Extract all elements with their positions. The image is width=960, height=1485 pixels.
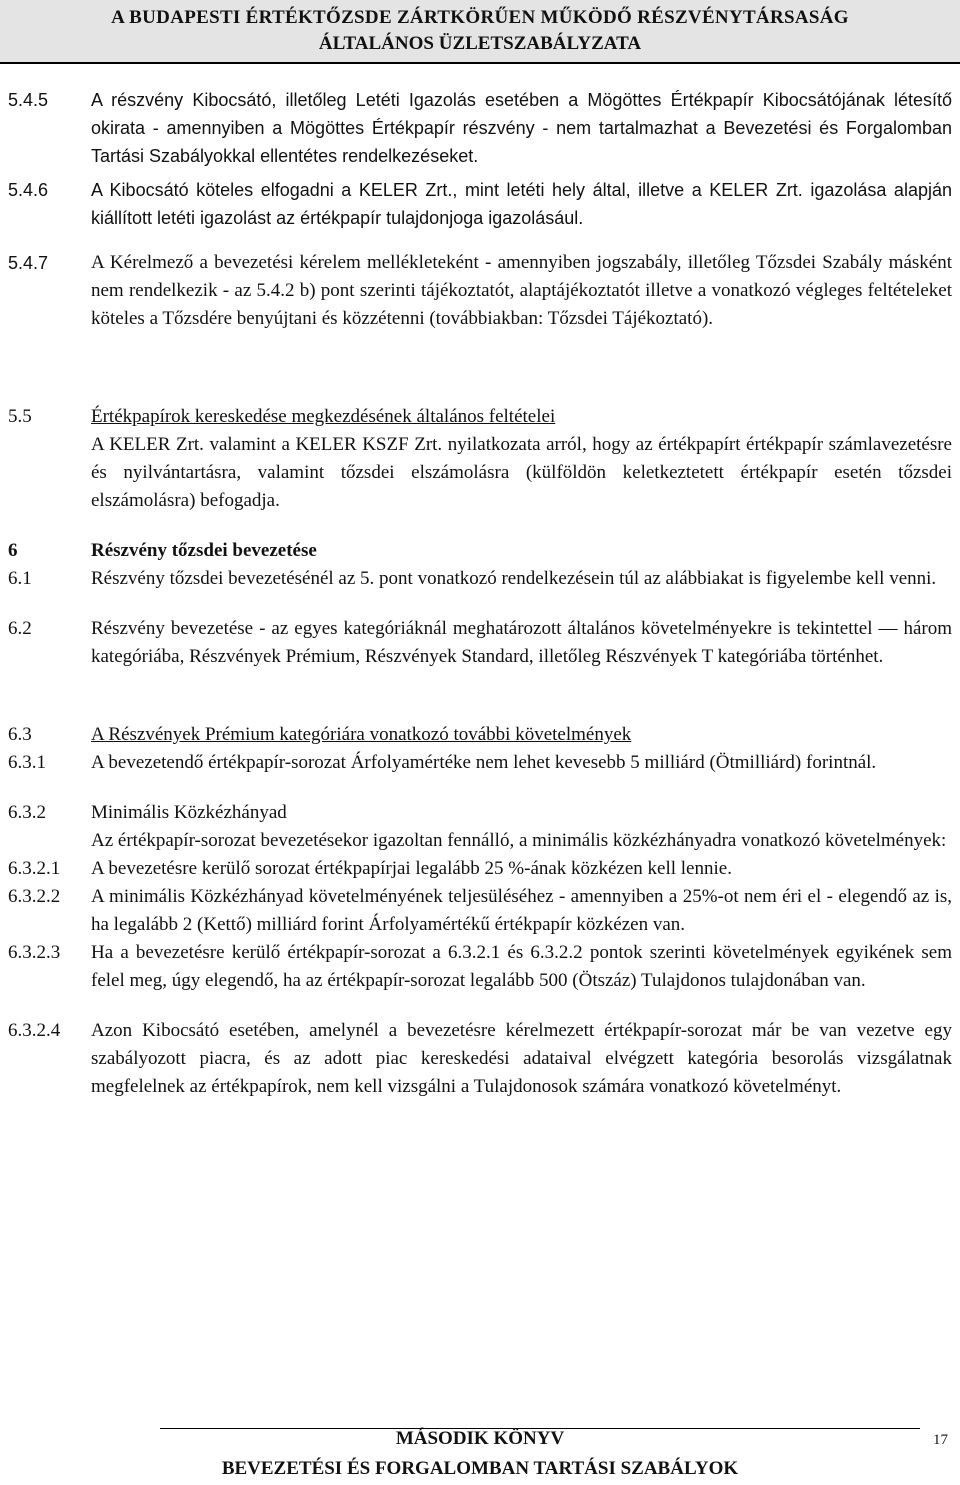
section-6-3-2-1 xyxy=(0,855,960,883)
section-text: Részvény bevezetése - az egyes kategóriáknál meghatározott általános követelményekre is tekintettel — három kategóriába, Részvények Prémium, Részvények Standard, illetőleg Részvények T kategóriába történhet. xyxy=(91,618,952,667)
header-line-1: A BUDAPESTI ÉRTÉKTŐZSDE ZÁRTKÖRŰEN MŰKÖDŐ RÉSZVÉNYTÁRSASÁG xyxy=(111,7,849,28)
section-5-4-6 xyxy=(0,176,960,232)
section-text: A KELER Zrt. valamint a KELER KSZF Zrt. nyilatkozata arról, hogy az értékpapírt értékpapír számlavezetésre és nyilvántartásra, valamint tőzsdei elszámolásra (külföldön keletkeztetett értékpapír esetén tőzsdei elszámolásra) befogadja. xyxy=(91,434,952,511)
section-number: 6.2 xyxy=(8,618,32,639)
section-number: 6.3.2.1 xyxy=(8,858,61,879)
section-number: 6.3.2.4 xyxy=(8,1020,61,1041)
page-number: 17 xyxy=(933,1432,948,1448)
section-number: 5.5 xyxy=(8,406,32,427)
section-number: 5.4.6 xyxy=(8,180,49,200)
section-number: 6.3.2 xyxy=(8,802,46,823)
section-text: A részvény Kibocsátó, illetőleg Letéti Igazolás esetében a Mögöttes Értékpapír Kibocsátójának létesítő okirata - amennyiben a Mögöttes Értékpapír részvény - nem tartalmazhat a Bevezetési és Forgalomban Tartási Szabályokkal ellentétes rendelkezéseket. xyxy=(91,90,952,166)
section-6-3-2 xyxy=(0,799,960,855)
section-title: Részvény tőzsdei bevezetése xyxy=(91,540,317,561)
section-title: Minimális Közkézhányad xyxy=(91,802,287,823)
section-text: Ha a bevezetésre kerülő értékpapír-sorozat a 6.3.2.1 és 6.3.2.2 pontok szerinti követelmények egyikének sem felel meg, úgy elegendő, ha az értékpapír-sorozat legalább 500 (Ötszáz) Tulajdonos tulajdonában van. xyxy=(91,942,952,991)
section-5-4-7 xyxy=(0,249,960,333)
document-body xyxy=(0,86,960,1101)
section-6-3-2-4 xyxy=(0,1017,960,1101)
section-number: 6.3.1 xyxy=(8,752,46,773)
section-text: A Kibocsátó köteles elfogadni a KELER Zrt., mint letéti hely által, illetve a KELER Zrt. igazolása alapján kiállított letéti igazolást az értékpapír tulajdonjoga igazolásául. xyxy=(91,180,952,228)
section-number: 5.4.7 xyxy=(8,253,49,273)
section-6-2 xyxy=(0,615,960,671)
section-text: Azon Kibocsátó esetében, amelynél a bevezetésre kérelmezett értékpapír-sorozat már be van vezetve egy szabályozott piacra, és az adott piac kereskedési adataival elvégzett kategória besorolás vizsgálatnak megfelelnek az értékpapírok, nem kell vizsgálni a Tulajdonosok számára vonatkozó követelményt. xyxy=(91,1020,952,1097)
section-text: A bevezetésre kerülő sorozat értékpapírjai legalább 25 %-ának közkézen kell lennie. xyxy=(91,858,732,879)
section-6-3 xyxy=(0,721,960,749)
section-6-3-2-2 xyxy=(0,883,960,939)
section-number: 6.3 xyxy=(8,724,32,745)
section-text: A bevezetendő értékpapír-sorozat Árfolyamértéke nem lehet kevesebb 5 milliárd (Ötmilliárd) forintnál. xyxy=(91,752,877,773)
section-6 xyxy=(0,537,960,565)
section-6-1 xyxy=(0,565,960,593)
section-number: 6 xyxy=(8,540,18,561)
section-text: Az értékpapír-sorozat bevezetésekor igazoltan fennálló, a minimális közkézhányadra vonatkozó követelmények: xyxy=(91,830,947,851)
section-text: A Kérelmező a bevezetési kérelem mellékleteként - amennyiben jogszabály, illetőleg Tőzsdei Szabály másként nem rendelkezik - az 5.4.2 b) pont szerinti tájékoztatót, alaptájékoztatót illetve a vonatkozó végleges feltételeket köteles a Tőzsdére benyújtani és közzétenni (továbbiakban: Tőzsdei Tájékoztató). xyxy=(91,252,952,329)
page-header xyxy=(0,0,960,64)
section-text: Részvény tőzsdei bevezetésénél az 5. pont vonatkozó rendelkezésein túl az alábbiakat is figyelembe kell venni. xyxy=(91,568,937,589)
section-number: 6.1 xyxy=(8,568,32,589)
footer-line-1: MÁSODIK KÖNYV xyxy=(395,1428,565,1449)
section-text: A minimális Közkézhányad követelményének teljesüléséhez - amennyiben a 25%-ot nem éri el - elegendő az is, ha legalább 2 (Kettő) milliárd forint Árfolyamértékű értékpapír közkézen van. xyxy=(91,886,952,935)
footer-line-2: BEVEZETÉSI ÉS FORGALOMBAN TARTÁSI SZABÁLYOK xyxy=(221,1458,739,1479)
section-6-3-1 xyxy=(0,749,960,777)
section-number: 6.3.2.2 xyxy=(8,886,61,907)
page-footer xyxy=(0,1424,960,1484)
section-6-3-2-3 xyxy=(0,939,960,995)
section-title: Értékpapírok kereskedése megkezdésének általános feltételei xyxy=(91,406,556,427)
section-title: A Részvények Prémium kategóriára vonatkozó további követelmények xyxy=(91,724,632,745)
section-number: 6.3.2.3 xyxy=(8,942,61,963)
header-line-2: ÁLTALÁNOS ÜZLETSZABÁLYZATA xyxy=(318,33,642,54)
section-5-4-5 xyxy=(0,86,960,170)
section-5-5 xyxy=(0,403,960,515)
section-number: 5.4.5 xyxy=(8,90,49,110)
